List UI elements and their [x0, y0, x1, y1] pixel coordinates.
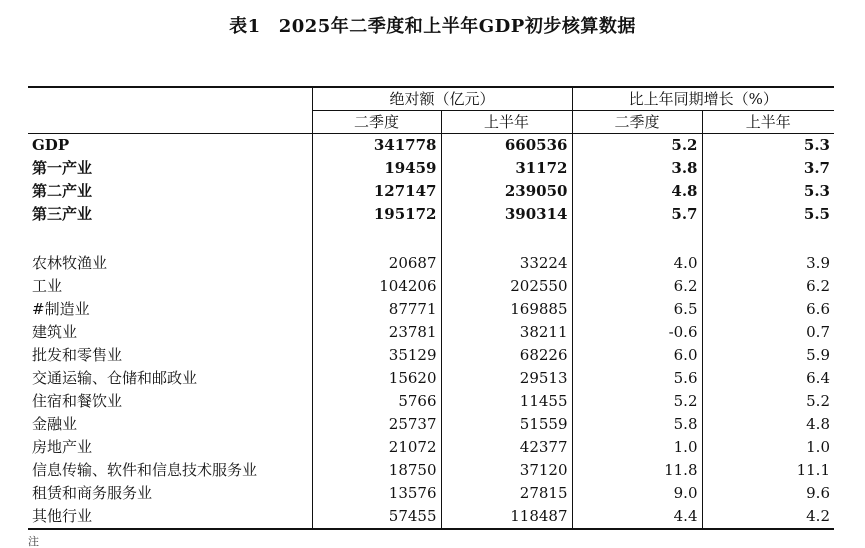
cell-q2-growth: 5.6 — [572, 367, 702, 390]
cell-h1-value: 31172 — [441, 157, 572, 180]
spacer-cell — [312, 226, 441, 252]
cell-h1-growth: 5.2 — [702, 390, 834, 413]
header-h1-growth: 上半年 — [702, 111, 834, 134]
row-label: 信息传输、软件和信息技术服务业 — [32, 461, 258, 479]
table-row — [28, 180, 834, 203]
row-label: 房地产业 — [32, 438, 93, 456]
table-row — [28, 367, 834, 390]
cell-q2-value: 19459 — [312, 157, 441, 180]
row-label: 农林牧渔业 — [32, 254, 108, 272]
table-row — [28, 413, 834, 436]
spacer-cell — [702, 226, 834, 252]
row-label: 住宿和餐饮业 — [32, 392, 123, 410]
cell-h1-value: 38211 — [441, 321, 572, 344]
row-label: 第一产业 — [32, 159, 93, 177]
cell-h1-growth: 6.6 — [702, 298, 834, 321]
cell-q2-growth: 4.4 — [572, 505, 702, 529]
header-corner-lower — [28, 111, 312, 134]
cell-h1-growth: 5.9 — [702, 344, 834, 367]
cell-q2-value: 127147 — [312, 180, 441, 203]
table-row — [28, 252, 834, 275]
cell-q2-growth: 11.8 — [572, 459, 702, 482]
cell-q2-value: 104206 — [312, 275, 441, 298]
table-row — [28, 505, 834, 529]
table-row — [28, 459, 834, 482]
gdp-table — [28, 86, 834, 530]
cell-q2-growth: -0.6 — [572, 321, 702, 344]
row-label: 其他行业 — [28, 505, 312, 529]
header-absolute-value: 绝对额（亿元） — [312, 87, 572, 111]
row-label: GDP — [32, 136, 70, 154]
table-row — [28, 157, 834, 180]
cell-h1-growth: 5.5 — [702, 203, 834, 226]
cell-q2-growth: 4.8 — [572, 180, 702, 203]
cell-h1-value: 118487 — [441, 505, 572, 529]
row-label: 第二产业 — [32, 182, 93, 200]
cell-q2-growth: 5.2 — [572, 134, 702, 158]
cell-h1-value: 29513 — [441, 367, 572, 390]
row-label: 第三产业 — [32, 205, 93, 223]
cell-h1-growth: 4.8 — [702, 413, 834, 436]
row-label: #制造业 — [32, 300, 90, 318]
row-label: 建筑业 — [32, 323, 78, 341]
cell-q2-value: 21072 — [312, 436, 441, 459]
footnote-fragment: 注 — [28, 535, 39, 548]
cell-h1-value: 11455 — [441, 390, 572, 413]
cell-q2-value: 23781 — [312, 321, 441, 344]
cell-q2-value: 195172 — [312, 203, 441, 226]
cell-q2-value: 15620 — [312, 367, 441, 390]
cell-q2-growth: 5.8 — [572, 413, 702, 436]
cell-h1-growth: 11.1 — [702, 459, 834, 482]
cell-h1-value: 390314 — [441, 203, 572, 226]
cell-h1-value: 42377 — [441, 436, 572, 459]
cell-h1-growth: 0.7 — [702, 321, 834, 344]
cell-q2-value: 341778 — [312, 134, 441, 158]
row-label: 交通运输、仓储和邮政业 — [32, 369, 198, 387]
cell-q2-growth: 4.0 — [572, 252, 702, 275]
cell-h1-growth: 1.0 — [702, 436, 834, 459]
spacer-cell — [441, 226, 572, 252]
row-label: 金融业 — [32, 415, 78, 433]
table-row — [28, 134, 834, 158]
cell-q2-growth: 6.2 — [572, 275, 702, 298]
table-row — [28, 436, 834, 459]
cell-h1-value: 660536 — [441, 134, 572, 158]
header-corner — [28, 87, 312, 111]
cell-h1-value: 51559 — [441, 413, 572, 436]
cell-q2-growth: 9.0 — [572, 482, 702, 505]
row-label: 批发和零售业 — [32, 346, 123, 364]
cell-h1-value: 202550 — [441, 275, 572, 298]
table-row — [28, 344, 834, 367]
header-q2-growth: 二季度 — [572, 111, 702, 134]
cell-q2-value: 35129 — [312, 344, 441, 367]
cell-h1-growth: 5.3 — [702, 180, 834, 203]
spacer-row — [28, 226, 834, 252]
cell-q2-growth: 6.0 — [572, 344, 702, 367]
cell-h1-value: 33224 — [441, 252, 572, 275]
cell-q2-growth: 3.8 — [572, 157, 702, 180]
cell-q2-growth: 5.2 — [572, 390, 702, 413]
cell-q2-value: 5766 — [312, 390, 441, 413]
table-row — [28, 321, 834, 344]
cell-h1-growth: 3.9 — [702, 252, 834, 275]
cell-h1-growth: 5.3 — [702, 134, 834, 158]
cell-h1-value: 239050 — [441, 180, 572, 203]
cell-h1-value: 27815 — [441, 482, 572, 505]
table-row — [28, 298, 834, 321]
header-q2-value: 二季度 — [312, 111, 441, 134]
cell-q2-value: 20687 — [312, 252, 441, 275]
table-row — [28, 482, 834, 505]
cell-q2-value: 87771 — [312, 298, 441, 321]
table-title-text: 2025年二季度和上半年GDP初步核算数据 — [278, 16, 636, 37]
cell-h1-growth: 3.7 — [702, 157, 834, 180]
cell-q2-growth: 5.7 — [572, 203, 702, 226]
header-h1-value: 上半年 — [441, 111, 572, 134]
cell-h1-value: 37120 — [441, 459, 572, 482]
cell-q2-value: 25737 — [312, 413, 441, 436]
cell-q2-value: 13576 — [312, 482, 441, 505]
cell-q2-growth: 1.0 — [572, 436, 702, 459]
cell-h1-value: 68226 — [441, 344, 572, 367]
table-row — [28, 203, 834, 226]
cell-q2-growth: 6.5 — [572, 298, 702, 321]
spacer-cell — [572, 226, 702, 252]
header-growth-rate: 比上年同期增长（%） — [572, 87, 834, 111]
cell-h1-growth: 6.2 — [702, 275, 834, 298]
table-number: 表1 — [229, 16, 261, 37]
row-label: 租赁和商务服务业 — [32, 484, 153, 502]
cell-q2-value: 18750 — [312, 459, 441, 482]
cell-h1-growth: 6.4 — [702, 367, 834, 390]
cell-q2-value: 57455 — [312, 505, 441, 529]
spacer-cell — [28, 226, 312, 252]
cell-h1-growth: 4.2 — [702, 505, 834, 529]
table-title — [0, 12, 865, 38]
cell-h1-growth: 9.6 — [702, 482, 834, 505]
cell-h1-value: 169885 — [441, 298, 572, 321]
row-label: 工业 — [32, 277, 63, 295]
table-row — [28, 275, 834, 298]
table-row — [28, 390, 834, 413]
